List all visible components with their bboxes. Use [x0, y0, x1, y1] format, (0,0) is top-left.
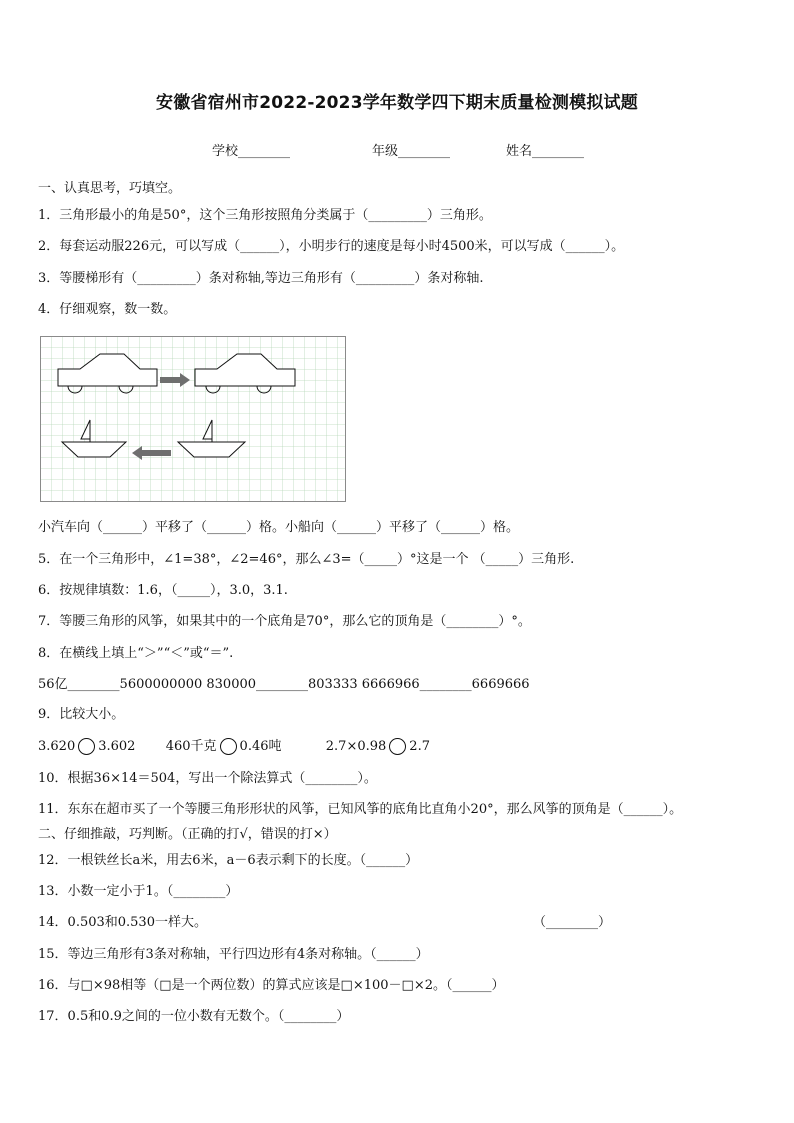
question-4: 4．仔细观察，数一数。 — [38, 302, 177, 317]
compare-a-right: 3.602 — [98, 739, 136, 754]
question-6: 6．按规律填数：1.6，（_____），3.0，3.1. — [38, 583, 288, 598]
name-field[interactable]: 姓名________ — [506, 144, 585, 159]
compare-c-right: 2.7 — [409, 739, 430, 754]
question-9-items — [38, 738, 430, 756]
question-2: 2．每套运动服226元，可以写成（______），小明步行的速度是每小时4500米，可以写成（______）。 — [38, 239, 625, 254]
grid-background — [40, 336, 346, 502]
question-7: 7．等腰三角形的风筝，如果其中的一个底角是70°，那么它的顶角是（________）°。 — [38, 614, 531, 629]
question-3: 3．等腰梯形有（_________）条对称轴,等边三角形有（_________）条对称轴. — [38, 271, 484, 286]
question-12: 12．一根铁丝长a米，用去6米，a－6表示剩下的长度。（______） — [38, 853, 419, 868]
question-1: 1．三角形最小的角是50°，这个三角形按照角分类属于（_________）三角形。 — [38, 208, 492, 223]
compare-b-right: 0.46吨 — [239, 739, 282, 754]
compare-circle-b[interactable] — [220, 738, 237, 755]
question-14-answer-blank[interactable]: （________） — [533, 915, 612, 930]
school-field[interactable]: 学校________ — [212, 144, 291, 159]
question-10: 10．根据36×14＝504，写出一个除法算式（________）。 — [38, 771, 377, 786]
question-17: 17．0.5和0.9之间的一位小数有无数个。（________） — [38, 1009, 350, 1024]
question-4-answer: 小汽车向（______）平移了（______）格。小船向（______）平移了（______）格。 — [38, 520, 520, 535]
compare-b-left: 460千克 — [165, 739, 217, 754]
compare-circle-c[interactable] — [389, 738, 406, 755]
question-8-items: 56亿________5600000000 830000________803333 6666966________6669666 — [38, 677, 530, 692]
question-8: 8．在横线上填上“＞”“＜”或“＝”. — [38, 646, 234, 661]
grade-field[interactable]: 年级________ — [372, 144, 451, 159]
question-11: 11．东东在超市买了一个等腰三角形形状的风筝，已知风筝的底角比直角小20°，那么风筝的顶角是（______）。 — [38, 802, 683, 817]
translation-grid-figure — [40, 336, 346, 502]
question-9: 9．比较大小。 — [38, 707, 125, 722]
question-15: 15．等边三角形有3条对称轴，平行四边形有4条对称轴。（______） — [38, 947, 429, 962]
page-title: 安徽省宿州市2022-2023学年数学四下期末质量检测模拟试题 — [156, 93, 638, 113]
question-5: 5．在一个三角形中，∠1=38°，∠2=46°，那么∠3=（_____）°这是一个 （_____）三角形. — [38, 552, 575, 567]
section-2-heading: 二、仔细推敲，巧判断。（正确的打√，错误的打×） — [38, 827, 337, 842]
compare-a-left: 3.620 — [38, 739, 76, 754]
question-13: 13．小数一定小于1。（________） — [38, 884, 239, 899]
section-1-heading: 一、认真思考，巧填空。 — [38, 181, 182, 196]
compare-c-left: 2.7×0.98 — [325, 739, 387, 754]
compare-circle-a[interactable] — [78, 738, 95, 755]
question-14: 14．0.503和0.530一样大。 — [38, 915, 207, 930]
question-16: 16．与□×98相等（□是一个两位数）的算式应该是□×100－□×2。（______） — [38, 978, 505, 993]
